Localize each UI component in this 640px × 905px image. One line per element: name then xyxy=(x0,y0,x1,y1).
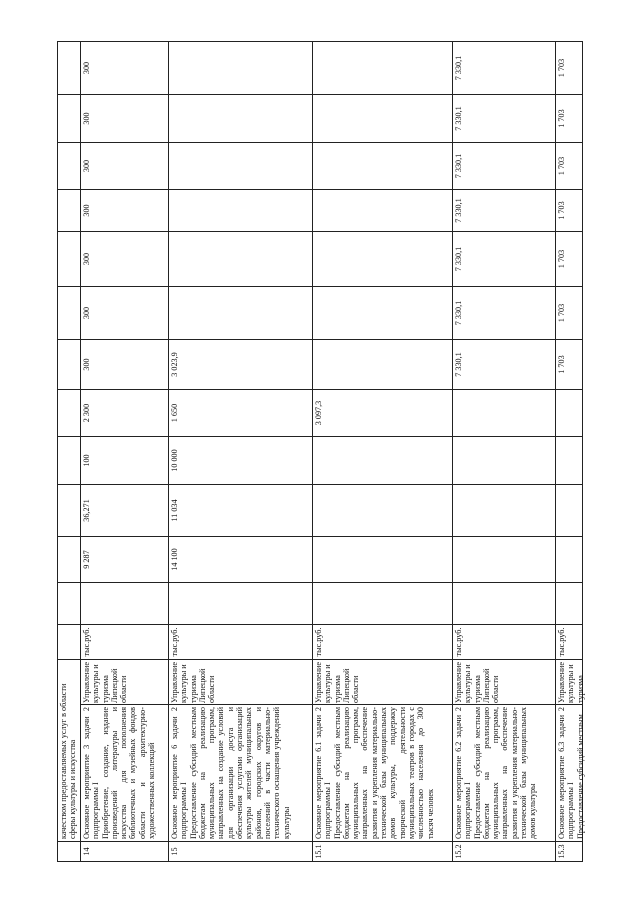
resource-table xyxy=(57,41,583,862)
empty-cell xyxy=(58,583,81,625)
description-cell xyxy=(81,705,169,842)
description-cell-text: Основное мероприятие 6.3 задачи 2 подпрограммы I Предоставление субсидий местным xyxy=(557,707,585,839)
value-cell xyxy=(81,583,169,625)
value-cell-text: 300 xyxy=(82,112,91,125)
empty-cell-text xyxy=(58,583,80,624)
value-cell xyxy=(169,340,313,390)
value-cell xyxy=(453,143,556,190)
unit-cell xyxy=(81,625,169,660)
value-cell xyxy=(453,485,556,537)
table-row xyxy=(169,42,313,862)
empty-cell xyxy=(58,95,81,143)
value-cell-text xyxy=(313,537,452,582)
value-cell xyxy=(556,390,583,437)
value-cell xyxy=(169,95,313,143)
description-cell-text: Основное мероприятие 3 задачи 2 подпрограммы I Приобретение, создание, издание произведений литературы и искусства для пополнения библиотечных и музейных фондов области и архитектурно-художественных коллекций xyxy=(82,707,157,839)
unit-cell-text: тыс.руб. xyxy=(454,627,463,657)
value-cell-text: 100 xyxy=(82,454,91,467)
value-cell xyxy=(81,190,169,232)
value-cell-text xyxy=(313,95,452,142)
responsible-cell-text: Управление культуры и туризма Липецкой области xyxy=(170,661,217,703)
value-cell xyxy=(453,437,556,485)
value-cell xyxy=(453,583,556,625)
value-cell-text: 7 330,1 xyxy=(454,246,463,272)
row-number-cell xyxy=(556,842,583,862)
empty-cell xyxy=(58,143,81,190)
value-cell xyxy=(453,340,556,390)
value-cell xyxy=(169,390,313,437)
value-cell-text: 7 330,1 xyxy=(454,55,463,81)
unit-cell-text: тыс.руб. xyxy=(314,627,323,657)
responsible-cell xyxy=(313,660,453,705)
value-cell-text: 11 034 xyxy=(170,499,179,522)
responsible-cell xyxy=(556,660,583,705)
value-cell-text: 7 330,1 xyxy=(454,300,463,326)
value-cell-text xyxy=(313,583,452,624)
empty-cell-text xyxy=(58,390,80,436)
description-cell-text: Основное мероприятие 6.2 задачи 2 подпрограммы I Предоставление субсидий местным бюджетам на реализацию муниципальных программ, направленных на обеспечение развития и укрепления материально-технической базы муниципальных домов культуры xyxy=(454,707,538,839)
value-cell-text: 7 330,1 xyxy=(454,198,463,223)
value-cell-text: 1 703 xyxy=(557,355,566,374)
rotated-table-area xyxy=(57,42,583,862)
value-cell xyxy=(169,437,313,485)
value-cell xyxy=(313,390,453,437)
unit-cell-text: тыс.руб. xyxy=(82,627,91,657)
value-cell-text: 1 703 xyxy=(557,303,566,323)
value-cell xyxy=(313,583,453,625)
value-cell-text: 1 703 xyxy=(557,249,566,269)
unit-cell xyxy=(453,625,556,660)
responsible-cell-text: Управление культуры и туризма Липецкой области xyxy=(82,661,129,703)
value-cell-text xyxy=(556,485,582,536)
responsible-cell xyxy=(169,660,313,705)
value-cell xyxy=(556,287,583,340)
value-cell xyxy=(81,390,169,437)
empty-cell xyxy=(58,437,81,485)
value-cell xyxy=(556,537,583,583)
value-cell-text xyxy=(313,437,452,484)
value-cell xyxy=(81,232,169,287)
value-cell-text: 2 300 xyxy=(82,403,91,423)
value-cell-text xyxy=(169,583,312,624)
value-cell xyxy=(453,287,556,340)
row-number-cell-text: 14 xyxy=(82,847,91,856)
value-cell xyxy=(453,232,556,287)
value-cell-text: 3 097,3 xyxy=(314,400,323,426)
value-cell-text: 300 xyxy=(82,358,91,371)
responsible-cell-text: Управление культуры и туризма xyxy=(557,661,585,703)
value-cell-text xyxy=(313,143,452,189)
description-cell xyxy=(556,705,583,842)
value-cell-text xyxy=(556,390,582,436)
value-cell-text: 10 000 xyxy=(170,449,179,472)
value-cell xyxy=(453,390,556,437)
empty-cell xyxy=(58,485,81,537)
value-cell xyxy=(169,287,313,340)
value-cell xyxy=(453,42,556,95)
empty-cell xyxy=(58,625,81,660)
empty-cell xyxy=(58,190,81,232)
value-cell xyxy=(169,42,313,95)
empty-cell xyxy=(58,42,81,95)
responsible-cell-text: Управление культуры и туризма Липецкой области xyxy=(454,661,501,703)
empty-cell-text xyxy=(58,95,80,142)
value-cell xyxy=(169,232,313,287)
row-number-cell-text: 15.3 xyxy=(557,844,566,859)
value-cell xyxy=(81,42,169,95)
value-cell xyxy=(313,437,453,485)
value-cell xyxy=(313,537,453,583)
row-number-cell-text: 15 xyxy=(170,847,179,856)
description-cell-text: Основное мероприятие 6 задачи 2 подпрограммы I Предоставление субсидий местным бюджетам на реализацию муниципальных программ, направленных на создание условий для организации досуга и обеспечения услугами организаций культуры жителей муниципальных районов, городских округов и поселений в части материально-технического оснащения учреждений культуры xyxy=(170,707,291,839)
value-cell-text xyxy=(453,390,555,436)
row-number-cell xyxy=(453,842,556,862)
empty-cell-text xyxy=(58,340,80,389)
value-cell-text: 1 703 xyxy=(557,201,566,220)
description-cell xyxy=(313,705,453,842)
unit-cell-text: тыс.руб. xyxy=(170,627,179,657)
value-cell-text: 7 330,1 xyxy=(454,153,463,179)
value-cell-text xyxy=(313,42,452,94)
value-cell-text xyxy=(313,190,452,231)
continuation-text-cell-text: качеством предоставляемых услуг в области сферы культуры и искусства xyxy=(59,683,78,839)
value-cell xyxy=(313,232,453,287)
value-cell-text: 300 xyxy=(82,61,91,75)
value-cell-text xyxy=(453,437,555,484)
value-cell xyxy=(453,190,556,232)
value-cell xyxy=(313,42,453,95)
value-cell-text: 3 023,9 xyxy=(170,352,179,377)
value-cell xyxy=(313,340,453,390)
unit-cell xyxy=(313,625,453,660)
value-cell-text: 36,271 xyxy=(82,499,91,522)
value-cell-text: 7 330,1 xyxy=(454,352,463,377)
value-cell xyxy=(313,95,453,143)
value-cell xyxy=(169,143,313,190)
row-number-cell xyxy=(313,842,453,862)
continuation-text-cell xyxy=(58,660,81,842)
value-cell-text xyxy=(169,42,312,94)
empty-cell-text xyxy=(58,437,80,484)
empty-cell xyxy=(58,537,81,583)
unit-cell xyxy=(556,625,583,660)
table-row xyxy=(556,42,583,862)
value-cell xyxy=(81,143,169,190)
value-cell-text xyxy=(556,583,582,624)
value-cell-text xyxy=(169,95,312,142)
row-number-cell-text xyxy=(58,842,80,861)
value-cell-text xyxy=(169,232,312,286)
value-cell-text: 1 703 xyxy=(557,156,566,176)
value-cell-text: 7 330,1 xyxy=(454,106,463,131)
value-cell xyxy=(556,42,583,95)
row-number-cell-text: 15.1 xyxy=(314,844,323,859)
value-cell xyxy=(313,190,453,232)
value-cell-text: 300 xyxy=(82,204,91,217)
value-cell xyxy=(313,143,453,190)
empty-cell-text xyxy=(58,287,80,339)
table-row xyxy=(313,42,453,862)
empty-cell-text xyxy=(58,232,80,286)
value-cell-text xyxy=(453,537,555,582)
value-cell xyxy=(556,485,583,537)
description-cell xyxy=(169,705,313,842)
value-cell-text xyxy=(453,485,555,536)
table-row xyxy=(453,42,556,862)
value-cell-text xyxy=(313,340,452,389)
empty-cell-text xyxy=(58,485,80,536)
value-cell xyxy=(313,485,453,537)
value-cell xyxy=(169,537,313,583)
value-cell xyxy=(313,287,453,340)
value-cell-text xyxy=(313,287,452,339)
value-cell xyxy=(556,232,583,287)
value-cell-text: 300 xyxy=(82,306,91,320)
table-row-continuation xyxy=(58,42,81,862)
value-cell xyxy=(556,190,583,232)
empty-cell xyxy=(58,232,81,287)
row-number-cell-text: 15.2 xyxy=(454,844,463,859)
value-cell xyxy=(81,95,169,143)
value-cell xyxy=(81,437,169,485)
value-cell-text xyxy=(313,232,452,286)
empty-cell-text xyxy=(58,190,80,231)
empty-cell-text xyxy=(58,625,80,659)
value-cell-text: 1 703 xyxy=(557,109,566,128)
value-cell xyxy=(453,537,556,583)
empty-cell xyxy=(58,287,81,340)
value-cell-text xyxy=(169,190,312,231)
value-cell xyxy=(556,437,583,485)
value-cell-text: 9 287 xyxy=(82,550,91,569)
responsible-cell-text: Управление культуры и туризма Липецкой области xyxy=(314,661,361,703)
responsible-cell xyxy=(453,660,556,705)
value-cell-text xyxy=(453,583,555,624)
value-cell xyxy=(169,583,313,625)
value-cell-text: 1 650 xyxy=(170,403,179,423)
description-cell-text: Основное мероприятие 6.1 задачи 2 подпрограммы I Предоставление субсидий местным бюджетам на реализацию муниципальных программ, направленных на обеспечение развития и укрепления материально-технической базы муниципальных домов культуры, поддержку творческой деятельности муниципальных театров в городах с численностью населения до 300 тысяч человек xyxy=(314,707,435,839)
value-cell xyxy=(81,537,169,583)
value-cell-text: 1 703 xyxy=(557,58,566,78)
empty-cell-text xyxy=(58,143,80,189)
value-cell-text xyxy=(313,485,452,536)
empty-cell xyxy=(58,340,81,390)
empty-cell xyxy=(58,390,81,437)
value-cell xyxy=(556,583,583,625)
table-body xyxy=(58,42,583,862)
responsible-cell xyxy=(81,660,169,705)
value-cell-text: 300 xyxy=(82,252,91,266)
table-row xyxy=(81,42,169,862)
empty-cell-text xyxy=(58,537,80,582)
value-cell xyxy=(169,485,313,537)
value-cell-text: 14 100 xyxy=(170,548,179,571)
value-cell-text xyxy=(556,537,582,582)
value-cell-text xyxy=(169,287,312,339)
value-cell xyxy=(81,287,169,340)
empty-cell-text xyxy=(58,42,80,94)
value-cell-text xyxy=(556,437,582,484)
value-cell xyxy=(81,485,169,537)
value-cell xyxy=(81,340,169,390)
value-cell xyxy=(556,340,583,390)
value-cell xyxy=(556,95,583,143)
row-number-cell xyxy=(169,842,313,862)
value-cell xyxy=(169,190,313,232)
value-cell-text xyxy=(169,143,312,189)
row-number-cell xyxy=(81,842,169,862)
value-cell xyxy=(556,143,583,190)
description-cell xyxy=(453,705,556,842)
value-cell xyxy=(453,95,556,143)
value-cell-text: 300 xyxy=(82,159,91,173)
value-cell-text xyxy=(81,583,168,624)
unit-cell xyxy=(169,625,313,660)
row-number-cell xyxy=(58,842,81,862)
unit-cell-text: тыс.руб. xyxy=(557,627,566,657)
